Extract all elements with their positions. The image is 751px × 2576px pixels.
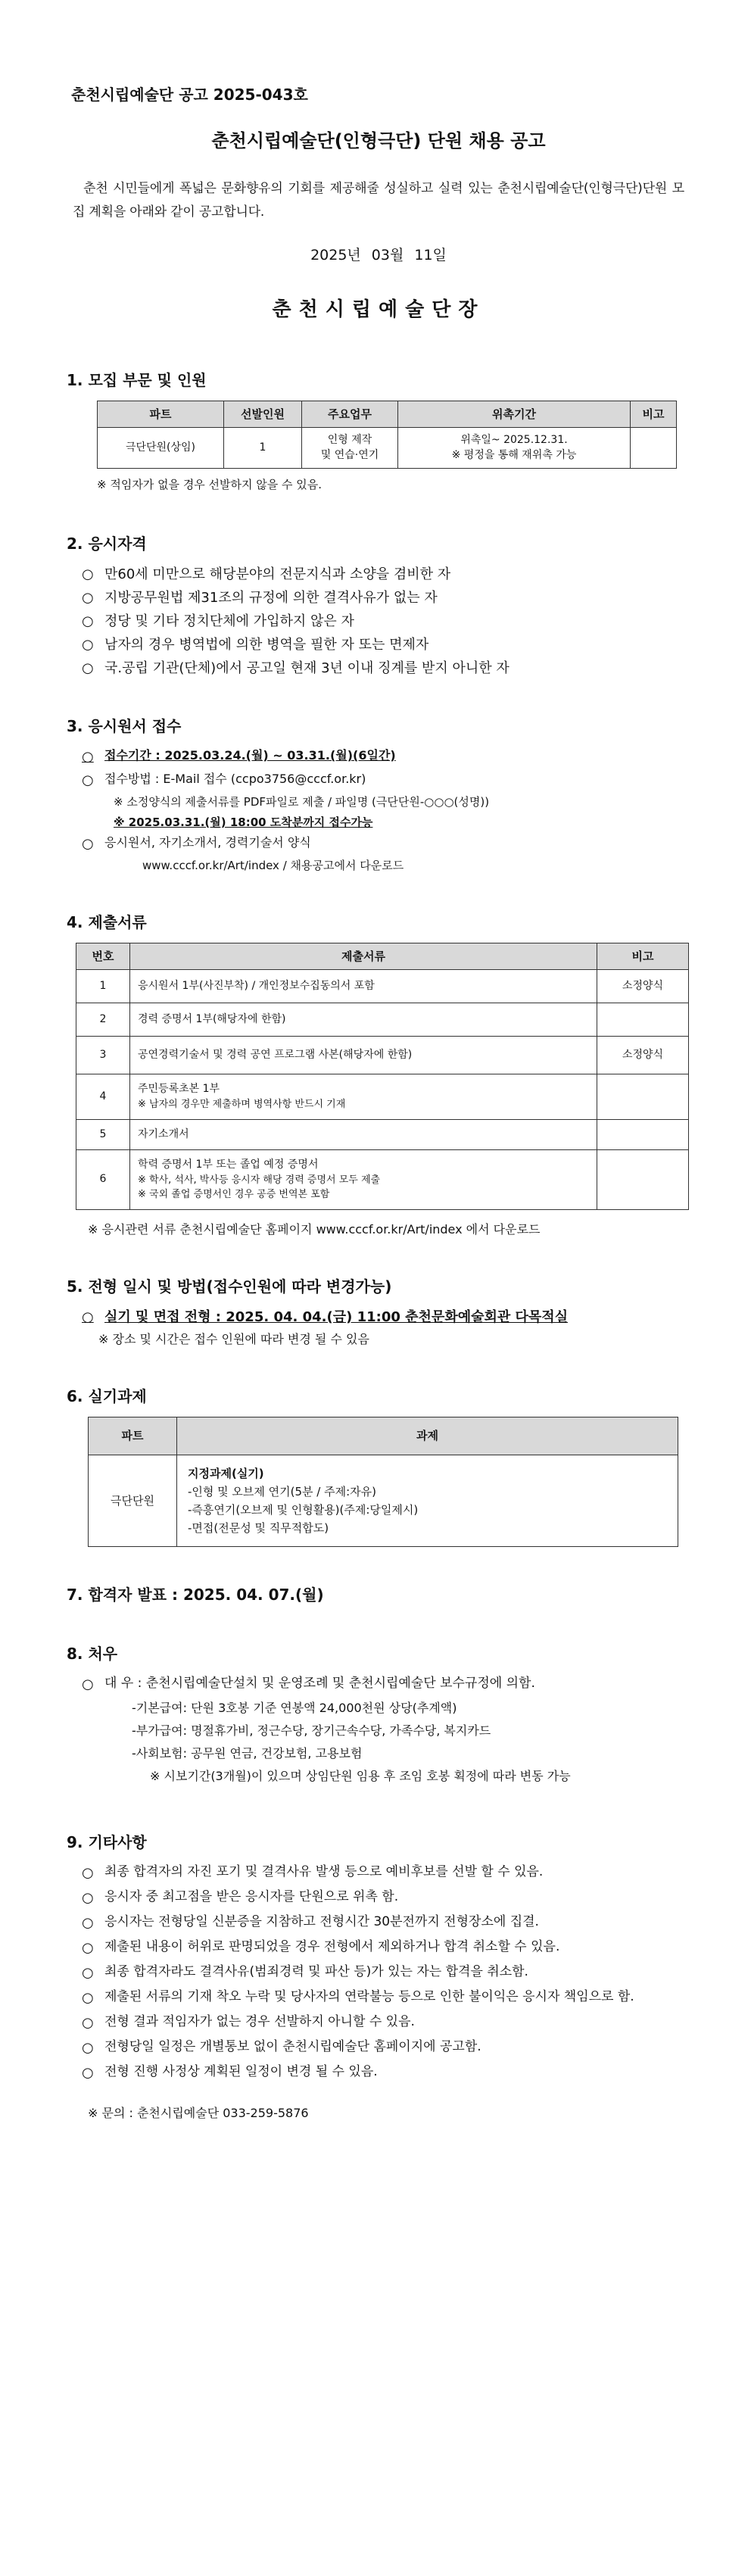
cell-num: 5: [76, 1119, 130, 1149]
col-header: 비고: [597, 943, 689, 970]
item-text: 전형당일 일정은 개별통보 없이 춘천시립예술단 홈페이지에 공고함.: [104, 2038, 481, 2054]
doc-note: ※ 남자의 경우만 제출하며 병역사항 반드시 기재: [138, 1099, 346, 1111]
list-item: [82, 747, 690, 767]
col-header: 과제: [177, 1417, 678, 1455]
list-item: [82, 1988, 690, 2008]
list-item: [82, 2013, 690, 2033]
cell-remark: [597, 1074, 689, 1120]
col-header: 파트: [89, 1417, 177, 1455]
list-item: [82, 1963, 690, 1983]
cell-doc: 자기소개서: [130, 1119, 597, 1149]
cell-part: 극단단원: [89, 1455, 177, 1546]
item-text: 전형 결과 적임자가 없는 경우 선발하지 아니할 수 있음.: [104, 2013, 415, 2029]
bullet-icon: ○: [82, 2014, 94, 2031]
item-text: 응시자 중 최고점을 받은 응시자를 단원으로 위촉 함.: [104, 1888, 399, 1904]
bullet-icon: ○: [82, 1914, 94, 1931]
item-text: 국.공립 기관(단체)에서 공고일 현재 3년 이내 징계를 받지 아니한 자: [104, 660, 509, 677]
section-application: [67, 715, 690, 875]
compensation-line: -부가급여: 명절휴가비, 정근수당, 장기근속수당, 가족수당, 복지카드: [132, 1723, 491, 1738]
bullet-icon: ○: [82, 836, 94, 853]
compensation-main: 대 우 : 춘천시립예술단설치 및 운영조례 및 춘천시립예술단 보수규정에 의함.: [104, 1675, 535, 1691]
deadline-note: ※ 2025.03.31.(월) 18:00 도착분까지 접수가능: [114, 815, 373, 829]
schedule-note: ※ 장소 및 시간은 접수 인원에 따라 변경 될 수 있음: [98, 1331, 369, 1346]
table-row: [76, 1003, 689, 1037]
task-item: -즉흥연기(오브제 및 인형활용)(주제:당일제시): [188, 1502, 419, 1517]
bullet-icon: ○: [82, 1964, 94, 1981]
table-header-row: [76, 943, 689, 970]
bullet-icon: ○: [82, 1864, 94, 1881]
cell-doc: [130, 1074, 597, 1120]
list-item: [82, 1913, 690, 1933]
section-practical-task: [67, 1385, 690, 1547]
item-text: 정당 및 기타 정치단체에 가입하지 않은 자: [104, 613, 354, 630]
cell-remark: 소정양식: [597, 970, 689, 1003]
section-compensation: [67, 1642, 690, 1785]
col-header: 주요업무: [302, 401, 398, 428]
cell-task: [177, 1455, 678, 1546]
doc-line: 학력 증명서 1부 또는 졸업 예정 증명서: [138, 1158, 319, 1171]
cell-num: 4: [76, 1074, 130, 1120]
section-heading: 9. 기타사항: [67, 1832, 147, 1851]
item-text: 제출된 서류의 기재 착오 누락 및 당사자의 연락불능 등으로 인한 불이익은 응시자 책임으로 함.: [104, 1988, 634, 2004]
section-other: [67, 1831, 690, 2122]
cell-doc: [130, 1149, 597, 1209]
duty-line: 및 연습·연기: [320, 449, 379, 462]
cell-remark: [597, 1003, 689, 1037]
compensation-line: -기본급여: 단원 3호봉 기준 연봉액 24,000천원 상당(추계액): [132, 1700, 457, 1715]
cell-remark: [631, 428, 677, 469]
section-heading: 7. 합격자 발표 : 2025. 04. 07.(월): [67, 1585, 324, 1604]
list-item: [82, 1307, 690, 1327]
compensation-note: ※ 시보기간(3개월)이 있으며 상임단원 임용 후 조임 호봉 획정에 따라 변동 가능: [150, 1768, 571, 1783]
forms-download-link[interactable]: www.cccf.or.kr/Art/index / 채용공고에서 다운로드: [142, 859, 404, 873]
list-item: [82, 834, 690, 854]
section-heading: 4. 제출서류: [67, 912, 147, 931]
item-text: 응시자는 전형당일 신분증을 지참하고 전형시간 30분전까지 전형장소에 집결.: [104, 1913, 539, 1929]
list-item: [82, 611, 690, 632]
item-text: 남자의 경우 병역법에 의한 병역을 필한 자 또는 면제자: [104, 637, 429, 653]
section-documents: [67, 911, 690, 1239]
section-schedule: [67, 1275, 690, 1349]
section-heading: 1. 모집 부문 및 인원: [67, 370, 207, 389]
table-row: [76, 1119, 689, 1149]
list-item: [82, 1938, 690, 1958]
bullet-icon: ○: [82, 660, 94, 677]
term-line: 위촉일~ 2025.12.31.: [460, 434, 568, 447]
cell-doc: 경력 증명서 1부(해당자에 한함): [130, 1003, 597, 1037]
list-item: [82, 1888, 690, 1908]
bullet-icon: ○: [82, 566, 94, 583]
list-item: [82, 1863, 690, 1883]
col-header: 파트: [98, 401, 224, 428]
compensation-line: -사회보험: 공무원 연금, 건강보험, 고용보험: [132, 1745, 363, 1760]
page-title: 춘천시립예술단(인형극단) 단원 채용 공고: [211, 130, 546, 151]
bullet-icon: ○: [82, 1676, 94, 1692]
application-method: 접수방법 : E-Mail 접수 (ccpo3756@cccf.or.kr): [104, 772, 366, 787]
bullet-icon: ○: [82, 749, 94, 766]
doc-note: ※ 국외 졸업 증명서인 경우 공증 번역본 포함: [138, 1189, 330, 1201]
table-row: [76, 970, 689, 1003]
bullet-icon: ○: [82, 772, 94, 789]
term-line: ※ 평정을 통해 재위촉 가능: [451, 449, 577, 462]
bullet-icon: ○: [82, 1989, 94, 2006]
recruitment-note: ※ 적임자가 없을 경우 선발하지 않을 수 있음.: [97, 477, 323, 491]
table-row: [76, 1074, 689, 1120]
section-heading: 3. 응시원서 접수: [67, 717, 182, 736]
item-text: 전형 진행 사정상 계획된 일정이 변경 될 수 있음.: [104, 2063, 378, 2079]
doc-line: 주민등록초본 1부: [138, 1083, 220, 1096]
list-item: [82, 2038, 690, 2058]
method-note: ※ 소정양식의 제출서류를 PDF파일로 제출 / 파일명 (극단단원-○○○(성명)): [114, 795, 490, 809]
list-item: [82, 635, 690, 655]
section-heading: 6. 실기과제: [67, 1386, 147, 1405]
section-qualifications: [67, 532, 690, 678]
cell-remark: [597, 1119, 689, 1149]
section-heading: 8. 처우: [67, 1644, 118, 1663]
notice-date: 2025년 03월 11일: [310, 247, 447, 264]
cell-remark: 소정양식: [597, 1037, 689, 1074]
cell-duty: [302, 428, 398, 469]
task-item: -인형 및 오브제 연기(5분 / 주제:자유): [188, 1484, 376, 1499]
cell-num: 3: [76, 1037, 130, 1074]
cell-num: 1: [76, 970, 130, 1003]
item-text: 만60세 미만으로 해당분야의 전문지식과 소양을 겸비한 자: [104, 566, 451, 583]
table-row: [89, 1455, 678, 1546]
bullet-icon: ○: [82, 590, 94, 607]
contact-info: ※ 문의 : 춘천시립예술단 033-259-5876: [88, 2105, 309, 2120]
col-header: 번호: [76, 943, 130, 970]
cell-num: 6: [76, 1149, 130, 1209]
issuer-name: 춘천시립예술단장: [272, 298, 485, 321]
item-text: 최종 합격자의 자진 포기 및 결격사유 발생 등으로 예비후보를 선발 할 수 있음.: [104, 1863, 544, 1879]
list-item: [82, 658, 690, 678]
item-text: 제출된 내용이 허위로 판명되었을 경우 전형에서 제외하거나 합격 취소할 수 있음.: [104, 1938, 560, 1954]
col-header: 제출서류: [130, 943, 597, 970]
col-header: 위촉기간: [398, 401, 631, 428]
notice-number: 춘천시립예술단 공고 2025-043호: [71, 86, 308, 104]
bullet-icon: ○: [82, 1939, 94, 1956]
section-heading: 5. 전형 일시 및 방법(접수인원에 따라 변경가능): [67, 1277, 392, 1296]
cell-doc: 공연경력기술서 및 경력 공연 프로그램 사본(해당자에 한함): [130, 1037, 597, 1074]
cell-remark: [597, 1149, 689, 1209]
bullet-icon: ○: [82, 2039, 94, 2056]
application-period: 접수기간 : 2025.03.24.(월) ~ 03.31.(월)(6일간): [104, 748, 396, 763]
table-row: [76, 1037, 689, 1074]
doc-note: ※ 학사, 석사, 박사등 응시자 해당 경력 증명서 모두 제출: [138, 1174, 381, 1186]
col-header: 비고: [631, 401, 677, 428]
table-row: [98, 428, 677, 469]
task-title: 지정과제(실기): [188, 1466, 264, 1480]
bullet-icon: ○: [82, 613, 94, 630]
task-item: -면접(전문성 및 직무적합도): [188, 1520, 329, 1535]
col-header: 선발인원: [224, 401, 302, 428]
recruitment-table: [97, 401, 677, 469]
task-table: [88, 1417, 678, 1547]
bullet-icon: ○: [82, 637, 94, 653]
list-item: [82, 1674, 690, 1695]
intro-paragraph: 춘천 시민들에게 폭넓은 문화향유의 기회를 제공해줄 성실하고 실력 있는 춘천시립예술단(인형극단)단원 모집 계획을 아래와 같이 공고합니다.: [73, 181, 684, 220]
bullet-icon: ○: [82, 1308, 94, 1325]
cell-doc: 응시원서 1부(사진부착) / 개인정보수집동의서 포함: [130, 970, 597, 1003]
list-item: [82, 564, 690, 585]
table-row: [76, 1149, 689, 1209]
table-header-row: [89, 1417, 678, 1455]
item-text: 지방공무원법 제31조의 규정에 의한 결격사유가 없는 자: [104, 590, 438, 607]
documents-download-note: ※ 응시관련 서류 춘천시립예술단 홈페이지 www.cccf.or.kr/Art/index 에서 다운로드: [88, 1221, 541, 1237]
cell-part: 극단단원(상임): [98, 428, 224, 469]
section-recruitment: [67, 369, 690, 494]
bullet-icon: ○: [82, 2064, 94, 2081]
duty-line: 인형 제작: [327, 434, 372, 447]
list-item: [82, 770, 690, 791]
exam-schedule: 실기 및 면접 전형 : 2025. 04. 04.(금) 11:00 춘천문화예술회관 다목적실: [104, 1308, 569, 1325]
cell-term: [398, 428, 631, 469]
list-item: [82, 2063, 690, 2083]
cell-num: 2: [76, 1003, 130, 1037]
cell-count: 1: [224, 428, 302, 469]
item-text: 최종 합격자라도 결격사유(범죄경력 및 파산 등)가 있는 자는 합격을 취소함.: [104, 1963, 528, 1979]
forms-text: 응시원서, 자기소개서, 경력기술서 양식: [104, 835, 311, 850]
section-announcement: [67, 1583, 690, 1606]
bullet-icon: ○: [82, 1889, 94, 1906]
documents-table: [76, 943, 689, 1210]
section-heading: 2. 응시자격: [67, 535, 147, 554]
table-header-row: [98, 401, 677, 428]
list-item: [82, 588, 690, 608]
